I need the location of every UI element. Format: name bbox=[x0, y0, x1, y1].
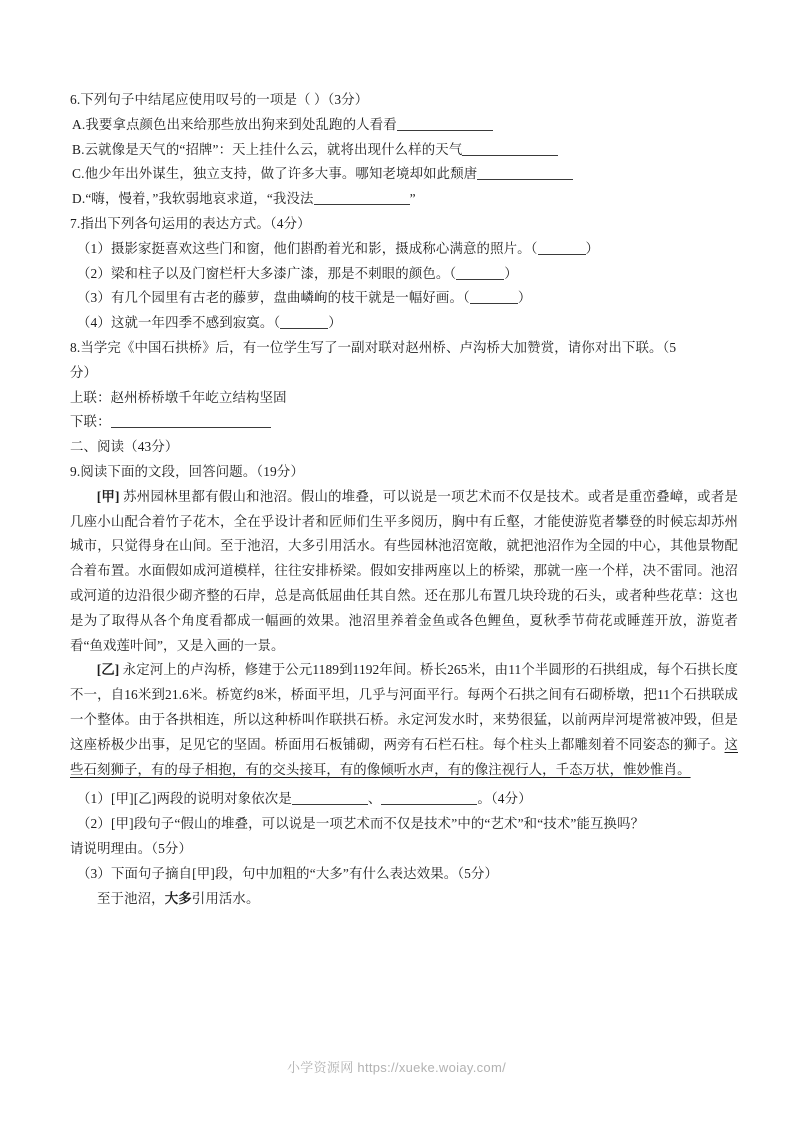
question-6-option-d bbox=[72, 187, 738, 212]
option-b-text: 云就像是天气的“招牌”：天上挂什么云，就将出现什么样的天气 bbox=[84, 141, 463, 157]
option-d-label: D. bbox=[72, 191, 86, 207]
answer-blank[interactable] bbox=[538, 254, 586, 255]
xialian-label: 下联： bbox=[70, 414, 111, 430]
option-c-text: 他少年出外谋生，独立支持，做了许多大事。哪知老境却如此颓唐 bbox=[84, 166, 478, 182]
item-4-close: ） bbox=[328, 315, 342, 331]
item-2-label: （2） bbox=[77, 265, 111, 281]
question-6-option-a bbox=[72, 113, 738, 138]
quote-bold-word: 大多 bbox=[164, 890, 192, 906]
answer-blank[interactable] bbox=[111, 427, 271, 428]
answer-blank[interactable] bbox=[397, 130, 493, 131]
answer-blank[interactable] bbox=[477, 179, 573, 180]
option-d-closing-quote: ” bbox=[409, 191, 416, 207]
section-2-heading: 二、阅读（43分） bbox=[70, 439, 179, 455]
passage-jia-text: 苏州园林里都有假山和池沼。假山的堆叠，可以说是一项艺术而不仅是技术。或者是重峦叠嶂，或者是几座小山配合着竹子花木，全在乎设计者和匠师们生平多阅历，胸中有丘壑，才能使游览者攀登的时候忘却苏州城市，只觉得身在山间。至于池沼，大多引用活水。有些园林池沼宽敞，就把池沼作为全园的中心，其他景物配合着布置。水面假如成河道模样，往往安排桥梁。假如安排两座以上的桥梁，那就一座一个样，决不雷同。池沼或河道的边沿很少砌齐整的石岸，总是高低屈曲任其自然。还在那儿布置几块玲珑的石头，或者种些花草：这也是为了取得从各个角度看都成一幅画的效果。池沼里养着金鱼或各色鲤鱼，夏秋季节荷花或睡莲开放，游览者看“鱼戏莲叶间”，又是入画的一景。 bbox=[70, 488, 739, 653]
option-d-text: “嗨，慢着，”我软弱地哀求道，“我没法 bbox=[85, 191, 314, 207]
question-8-xialian bbox=[70, 410, 738, 435]
sub-3-label: （3） bbox=[77, 865, 111, 881]
item-1-label: （1） bbox=[77, 240, 111, 256]
passage-jia bbox=[70, 485, 738, 659]
item-4-text: 这就一年四季不感到寂寞。（ bbox=[110, 315, 281, 331]
answer-blank[interactable] bbox=[381, 804, 477, 805]
item-3-label: （3） bbox=[77, 290, 111, 306]
site-watermark: 小学资源网 https://xueke.woiay.com/ bbox=[287, 1060, 506, 1075]
question-9-sub-3-quote bbox=[97, 887, 738, 912]
option-b-label: B. bbox=[72, 141, 85, 157]
passage-yi-text: 永定河上的卢沟桥，修建于公元1189到1192年间。桥长265米，由11个半圆形的石拱组成，每个石拱长度不一，自16米到21.6米。桥宽约8米，桥面平坦，几乎与河面平行。每两个石拱之间有石砌桥墩，把11个石拱联成一个整体。由于各拱相连，所以这种桥叫作联拱石桥。永定河发水时，来势很猛，以前两岸河堤常被冲毁，但是这座桥极少出事，足见它的坚固。桥面用石板铺砌，两旁有石栏石柱。每个柱头上都雕刻着不同姿态的狮子。 bbox=[70, 662, 739, 752]
answer-blank[interactable] bbox=[314, 204, 410, 205]
answer-blank[interactable] bbox=[470, 303, 518, 304]
question-9-sub-2-line1 bbox=[77, 812, 738, 837]
passage-yi-underlined-text: 这些石刻狮子，有的母子相抱，有的交头接耳，有的像倾听水声，有的像注视行人，千态万状，惟妙惟肖。 bbox=[70, 736, 738, 777]
answer-blank[interactable] bbox=[456, 279, 504, 280]
quote-before: 至于池沼， bbox=[97, 890, 165, 906]
passage-jia-tag: [甲] bbox=[96, 488, 120, 504]
sub-1-text-mid: 、 bbox=[367, 791, 382, 807]
question-6-option-b bbox=[72, 138, 738, 163]
sub-1-text-after: 。（4分） bbox=[477, 791, 532, 807]
question-9-sub-1 bbox=[77, 787, 738, 812]
item-4-label: （4） bbox=[77, 315, 111, 331]
option-c-label: C. bbox=[72, 166, 85, 182]
question-7-item-1 bbox=[77, 237, 738, 262]
answer-blank[interactable] bbox=[280, 328, 328, 329]
sub-3-text-line1: 下面句子摘自[甲]段，句中加粗的“大多”有什么表达效果。（5分） bbox=[110, 865, 499, 881]
sub-2-text-line1: [甲]段句子“假山的堆叠，可以说是一项艺术而不仅是技术”中的“艺术”和“技术”能互换吗？ bbox=[110, 816, 645, 832]
question-9-stem: 9.阅读下面的文段，回答问题。（19分） bbox=[70, 463, 304, 479]
option-a-text: 我要拿点颜色出来给那些放出狗来到处乱跑的人看看 bbox=[85, 116, 397, 132]
passage-yi bbox=[70, 658, 738, 782]
question-7-item-3 bbox=[77, 286, 738, 311]
question-6-option-c bbox=[72, 162, 738, 187]
sub-2-label: （2） bbox=[77, 816, 111, 832]
question-9-sub-3-line1 bbox=[77, 862, 738, 887]
item-3-close: ） bbox=[517, 290, 532, 306]
passage-yi-tag: [乙] bbox=[96, 662, 120, 678]
question-8-stem-line1: 8.当学完《中国石拱桥》后，有一位学生写了一副对联对赵州桥、卢沟桥大加赞赏，请你对出下联。（5 bbox=[70, 339, 677, 355]
question-8-shanglian: 上联：赵州桥桥墩千年屹立结构坚固 bbox=[70, 389, 287, 405]
answer-blank[interactable] bbox=[462, 155, 558, 156]
question-6-stem: 6.下列句子中结尾应使用叹号的一项是（ ）（3分） bbox=[70, 92, 369, 107]
item-2-close: ） bbox=[504, 265, 518, 281]
sub-1-text-before: [甲][乙]两段的说明对象依次是 bbox=[110, 791, 292, 807]
item-1-close: ） bbox=[585, 240, 600, 256]
option-a-label: A. bbox=[72, 116, 86, 132]
question-8-stem-line2: 分） bbox=[70, 364, 98, 380]
sub-1-label: （1） bbox=[77, 791, 111, 807]
answer-blank[interactable] bbox=[292, 804, 368, 805]
question-9-sub-2-line2: 请说明理由。（5分） bbox=[70, 840, 193, 856]
item-3-text: 有几个园里有古老的藤萝，盘曲嶙峋的枝干就是一幅好画。（ bbox=[110, 290, 470, 306]
question-7-item-2 bbox=[77, 262, 738, 287]
question-7-item-4 bbox=[77, 311, 738, 336]
question-7-stem: 7.指出下列各句运用的表达方式。（4分） bbox=[70, 215, 311, 231]
quote-after: 引用活水。 bbox=[191, 890, 260, 906]
item-2-text: 梁和柱子以及门窗栏杆大多漆广漆，那是不刺眼的颜色。（ bbox=[110, 265, 457, 281]
item-1-text: 摄影家挺喜欢这些门和窗，他们斟酌着光和影，摄成称心满意的照片。（ bbox=[110, 240, 538, 256]
